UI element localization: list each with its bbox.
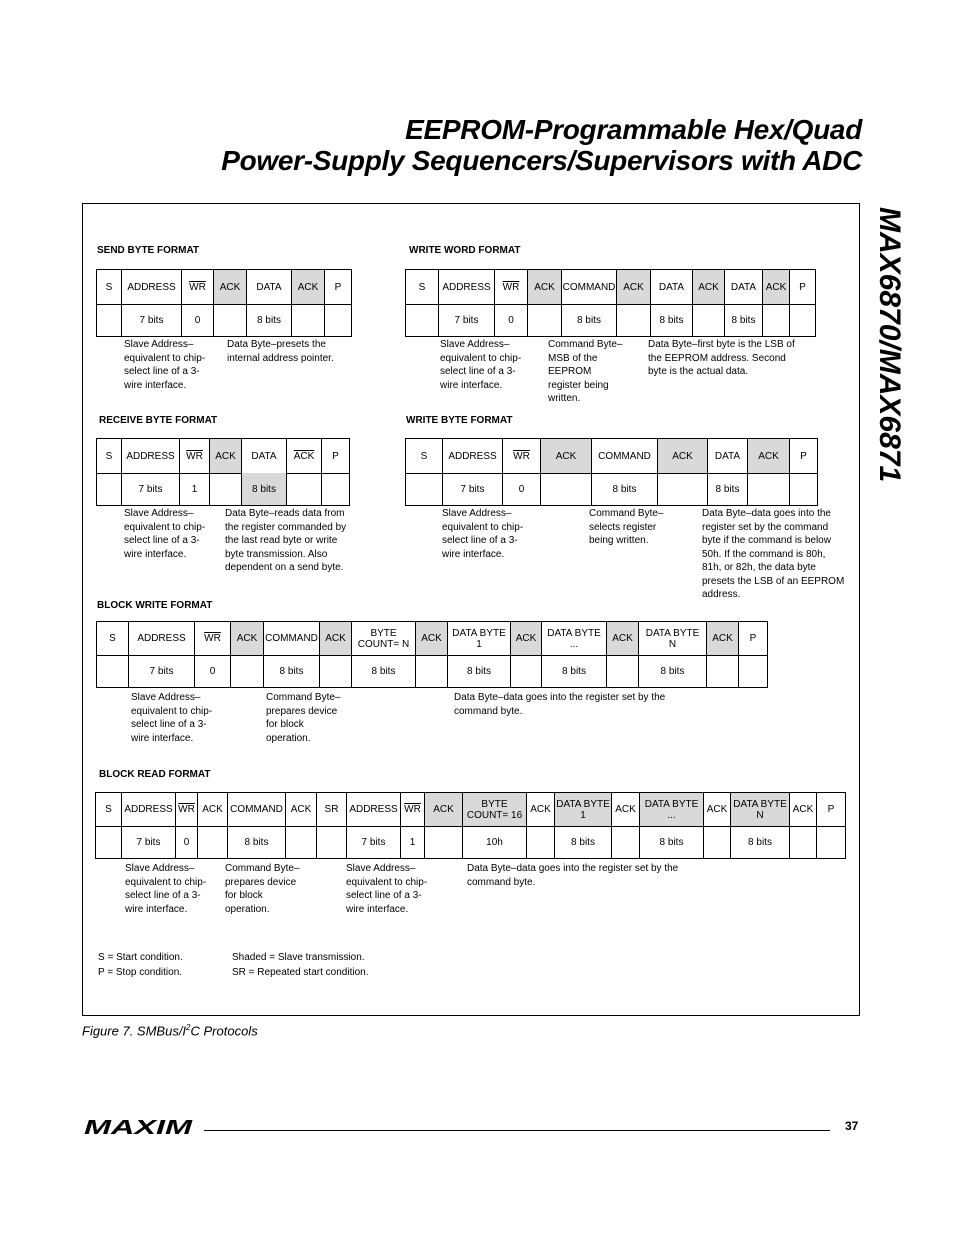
caption-superscript: 2 bbox=[186, 1023, 191, 1032]
cell-empty bbox=[210, 473, 242, 506]
cell-empty bbox=[541, 473, 592, 506]
cell-data-byte: DATA BYTE ... bbox=[640, 793, 704, 827]
caption-suffix: C Protocols bbox=[190, 1023, 258, 1039]
receive-byte-note-data: Data Byte–reads data from the register commanded by the last read byte or write byte transmission. Also dependent on a send byte. bbox=[225, 508, 347, 573]
cell-bits: 8 bits bbox=[725, 304, 763, 337]
cell-bits: 7 bits bbox=[347, 826, 401, 859]
cell-ack: ACK bbox=[617, 270, 651, 305]
cell-empty bbox=[286, 826, 317, 859]
cell-byte-count-value: 10h bbox=[463, 826, 527, 859]
cell-address: ADDRESS bbox=[122, 270, 182, 305]
cell-empty bbox=[325, 304, 352, 337]
cell-ack: ACK bbox=[292, 270, 325, 305]
cell-empty bbox=[528, 304, 562, 337]
cell-bit: 0 bbox=[495, 304, 528, 337]
cell-empty bbox=[416, 655, 448, 688]
cell-s: S bbox=[406, 270, 439, 305]
cell-ack: ACK bbox=[210, 439, 242, 474]
cell-empty bbox=[790, 826, 817, 859]
cell-bits: 8 bits bbox=[448, 655, 511, 688]
cell-empty bbox=[320, 655, 352, 688]
cell-empty bbox=[707, 655, 739, 688]
cell-bits: 8 bits bbox=[639, 655, 707, 688]
cell-bits: 8 bits bbox=[555, 826, 612, 859]
cell-bits: 8 bits bbox=[228, 826, 286, 859]
cell-data: DATA bbox=[242, 439, 287, 474]
cell-empty bbox=[511, 655, 542, 688]
cell-bits: 7 bits bbox=[129, 655, 195, 688]
cell-wr: $\overline{WR}$ bbox=[176, 793, 198, 827]
cell-empty bbox=[406, 304, 439, 337]
block-write-note-command: Command Byte– prepares device for block operation. bbox=[266, 692, 341, 744]
cell-data: DATA bbox=[708, 439, 748, 474]
cell-ack: ACK bbox=[214, 270, 247, 305]
cell-ack: ACK bbox=[541, 439, 592, 474]
write-byte-note-data: Data Byte–data goes into the register set by the command byte if the command is below 50h. If the command is 80h, 81h, or 82h, the data byte presets the LSB of an EEPROM address. bbox=[702, 508, 845, 600]
cell-ack: $\overline{ACK}$ bbox=[287, 439, 322, 474]
cell-bits: 8 bits bbox=[562, 304, 617, 337]
cell-empty bbox=[693, 304, 725, 337]
cell-ack: ACK bbox=[763, 270, 790, 305]
cell-p: P bbox=[322, 439, 350, 474]
write-byte-row-2 bbox=[405, 473, 818, 506]
cell-p: P bbox=[790, 439, 818, 474]
cell-empty bbox=[527, 826, 555, 859]
cell-wr: $\overline{WR}$ bbox=[401, 793, 425, 827]
write-word-note-address: Slave Address– equivalent to chip- select line of a 3- wire interface. bbox=[440, 339, 522, 391]
cell-command: COMMAND bbox=[264, 622, 320, 656]
cell-bits: 8 bits bbox=[242, 473, 287, 506]
cell-empty bbox=[617, 304, 651, 337]
legend-conditions: S = Start condition. P = Stop condition. bbox=[98, 952, 183, 978]
caption-prefix: Figure 7. SMBus/I bbox=[82, 1023, 187, 1039]
block-read-note-command: Command Byte– prepares device for block operation. bbox=[225, 863, 300, 915]
cell-data-byte: DATA BYTE ... bbox=[542, 622, 607, 656]
cell-ack: ACK bbox=[198, 793, 228, 827]
cell-empty bbox=[790, 304, 816, 337]
cell-ack: ACK bbox=[693, 270, 725, 305]
send-byte-title: SEND BYTE FORMAT bbox=[97, 245, 200, 256]
cell-byte-count: BYTE COUNT= N bbox=[352, 622, 416, 656]
cell-address: ADDRESS bbox=[122, 793, 176, 827]
write-word-note-command: Command Byte– MSB of the EEPROM register being written. bbox=[548, 339, 623, 404]
cell-s: S bbox=[97, 439, 122, 474]
cell-empty bbox=[406, 473, 443, 506]
write-word-note-data: Data Byte–first byte is the LSB of the EEPROM address. Second byte is the actual data. bbox=[648, 339, 795, 377]
cell-empty bbox=[607, 655, 639, 688]
cell-ack: ACK bbox=[612, 793, 640, 827]
cell-ack: ACK bbox=[416, 622, 448, 656]
cell-sr: SR bbox=[317, 793, 347, 827]
cell-ack: ACK bbox=[286, 793, 317, 827]
cell-command: COMMAND bbox=[562, 270, 617, 305]
block-write-row-2 bbox=[96, 655, 768, 688]
cell-ack: ACK bbox=[790, 793, 817, 827]
cell-bits: 8 bits bbox=[542, 655, 607, 688]
cell-address: ADDRESS bbox=[443, 439, 503, 474]
cell-p: P bbox=[790, 270, 816, 305]
cell-wr: $\overline{WR}$ bbox=[195, 622, 231, 656]
cell-p: P bbox=[817, 793, 846, 827]
cell-empty bbox=[763, 304, 790, 337]
receive-byte-title: RECEIVE BYTE FORMAT bbox=[99, 415, 218, 426]
block-read-note-data: Data Byte–data goes into the register set by the command byte. bbox=[467, 863, 679, 888]
cell-bits: 8 bits bbox=[247, 304, 292, 337]
cell-s: S bbox=[406, 439, 443, 474]
cell-bits: 7 bits bbox=[122, 473, 180, 506]
cell-empty bbox=[287, 473, 322, 506]
title-line-1: EEPROM-Programmable Hex/Quad bbox=[405, 114, 862, 145]
receive-byte-row-1 bbox=[96, 438, 350, 474]
cell-address: ADDRESS bbox=[347, 793, 401, 827]
cell-address: ADDRESS bbox=[122, 439, 180, 474]
cell-ack: ACK bbox=[748, 439, 790, 474]
cell-ack: ACK bbox=[528, 270, 562, 305]
footer-rule bbox=[204, 1130, 830, 1131]
cell-empty bbox=[658, 473, 708, 506]
cell-ack: ACK bbox=[607, 622, 639, 656]
cell-ack: ACK bbox=[704, 793, 731, 827]
cell-bits: 8 bits bbox=[651, 304, 693, 337]
cell-ack: ACK bbox=[707, 622, 739, 656]
legend-shading: Shaded = Slave transmission. SR = Repeated start condition. bbox=[232, 952, 369, 978]
cell-ack: ACK bbox=[425, 793, 463, 827]
cell-bit: 0 bbox=[176, 826, 198, 859]
title-line-2: Power-Supply Sequencers/Supervisors with ADC bbox=[221, 145, 862, 176]
block-read-note-address-2: Slave Address– equivalent to chip- select line of a 3- wire interface. bbox=[346, 863, 428, 915]
block-read-note-address: Slave Address– equivalent to chip- select line of a 3- wire interface. bbox=[125, 863, 207, 915]
figure-caption bbox=[82, 1023, 258, 1038]
block-write-note-data: Data Byte–data goes into the register set by the command byte. bbox=[454, 692, 666, 717]
write-byte-title: WRITE BYTE FORMAT bbox=[406, 415, 513, 426]
cell-bit: 0 bbox=[182, 304, 214, 337]
cell-command: COMMAND bbox=[592, 439, 658, 474]
cell-s: S bbox=[97, 270, 122, 305]
cell-empty bbox=[231, 655, 264, 688]
block-write-note-address: Slave Address– equivalent to chip- select line of a 3- wire interface. bbox=[131, 692, 213, 744]
cell-empty bbox=[97, 655, 129, 688]
cell-bit: 0 bbox=[195, 655, 231, 688]
cell-data: DATA bbox=[247, 270, 292, 305]
cell-address: ADDRESS bbox=[439, 270, 495, 305]
cell-bits: 7 bits bbox=[122, 304, 182, 337]
cell-bits: 7 bits bbox=[439, 304, 495, 337]
cell-bits: 8 bits bbox=[708, 473, 748, 506]
cell-bit: 1 bbox=[401, 826, 425, 859]
write-byte-row-1 bbox=[405, 438, 818, 474]
cell-empty bbox=[790, 473, 818, 506]
write-word-title: WRITE WORD FORMAT bbox=[409, 245, 521, 256]
write-word-row-1 bbox=[405, 269, 816, 305]
cell-empty bbox=[198, 826, 228, 859]
cell-ack: ACK bbox=[320, 622, 352, 656]
cell-empty bbox=[612, 826, 640, 859]
cell-empty bbox=[97, 304, 122, 337]
cell-empty bbox=[96, 826, 122, 859]
send-byte-row-2 bbox=[96, 304, 352, 337]
maxim-logo bbox=[84, 1118, 194, 1136]
write-byte-note-command: Command Byte– selects register being written. bbox=[589, 508, 664, 546]
page-number: 37 bbox=[845, 1119, 859, 1133]
cell-wr: $\overline{WR}$ bbox=[182, 270, 214, 305]
cell-empty bbox=[292, 304, 325, 337]
send-byte-note-address: Slave Address– equivalent to chip- select line of a 3- wire interface. bbox=[124, 339, 206, 391]
cell-ack: ACK bbox=[658, 439, 708, 474]
cell-empty bbox=[322, 473, 350, 506]
cell-empty bbox=[214, 304, 247, 337]
cell-wr: $\overline{WR}$ bbox=[495, 270, 528, 305]
block-write-title: BLOCK WRITE FORMAT bbox=[97, 600, 213, 611]
send-byte-note-data: Data Byte–presets the internal address pointer. bbox=[227, 339, 334, 364]
cell-data: DATA bbox=[725, 270, 763, 305]
block-read-title: BLOCK READ FORMAT bbox=[99, 769, 211, 780]
cell-empty bbox=[817, 826, 846, 859]
cell-s: S bbox=[96, 793, 122, 827]
cell-bit: 1 bbox=[180, 473, 210, 506]
cell-data-byte: DATA BYTE N bbox=[639, 622, 707, 656]
cell-ack: ACK bbox=[511, 622, 542, 656]
cell-data-byte: DATA BYTE N bbox=[731, 793, 790, 827]
cell-empty bbox=[704, 826, 731, 859]
cell-bits: 8 bits bbox=[592, 473, 658, 506]
cell-empty bbox=[97, 473, 122, 506]
maxim-logo-text: MAXIM bbox=[84, 1118, 194, 1136]
write-byte-note-address: Slave Address– equivalent to chip- select line of a 3- wire interface. bbox=[442, 508, 524, 560]
block-read-row-1 bbox=[95, 792, 846, 827]
cell-command: COMMAND bbox=[228, 793, 286, 827]
cell-bits: 8 bits bbox=[731, 826, 790, 859]
cell-byte-count: BYTE COUNT= 16 bbox=[463, 793, 527, 827]
cell-wr: $\overline{WR}$ bbox=[503, 439, 541, 474]
write-word-row-2 bbox=[405, 304, 816, 337]
receive-byte-row-2 bbox=[96, 473, 350, 506]
cell-wr: $\overline{WR}$ bbox=[180, 439, 210, 474]
cell-data-byte: DATA BYTE 1 bbox=[555, 793, 612, 827]
cell-data: DATA bbox=[651, 270, 693, 305]
cell-s: S bbox=[97, 622, 129, 656]
cell-bit: 0 bbox=[503, 473, 541, 506]
cell-bits: 7 bits bbox=[122, 826, 176, 859]
cell-ack: ACK bbox=[231, 622, 264, 656]
cell-data-byte: DATA BYTE 1 bbox=[448, 622, 511, 656]
cell-empty bbox=[425, 826, 463, 859]
block-write-row-1 bbox=[96, 621, 768, 656]
cell-ack: ACK bbox=[527, 793, 555, 827]
cell-empty bbox=[317, 826, 347, 859]
side-title bbox=[872, 205, 916, 525]
send-byte-row-1 bbox=[96, 269, 352, 305]
cell-bits: 8 bits bbox=[264, 655, 320, 688]
cell-bits: 7 bits bbox=[443, 473, 503, 506]
block-read-row-2 bbox=[95, 826, 846, 859]
cell-p: P bbox=[325, 270, 352, 305]
cell-bits: 8 bits bbox=[640, 826, 704, 859]
cell-p: P bbox=[739, 622, 768, 656]
side-title-text: MAX6870/MAX6871 bbox=[873, 207, 906, 483]
cell-bits: 8 bits bbox=[352, 655, 416, 688]
receive-byte-note-address: Slave Address– equivalent to chip- select line of a 3- wire interface. bbox=[124, 508, 206, 560]
cell-address: ADDRESS bbox=[129, 622, 195, 656]
cell-empty bbox=[739, 655, 768, 688]
cell-empty bbox=[748, 473, 790, 506]
